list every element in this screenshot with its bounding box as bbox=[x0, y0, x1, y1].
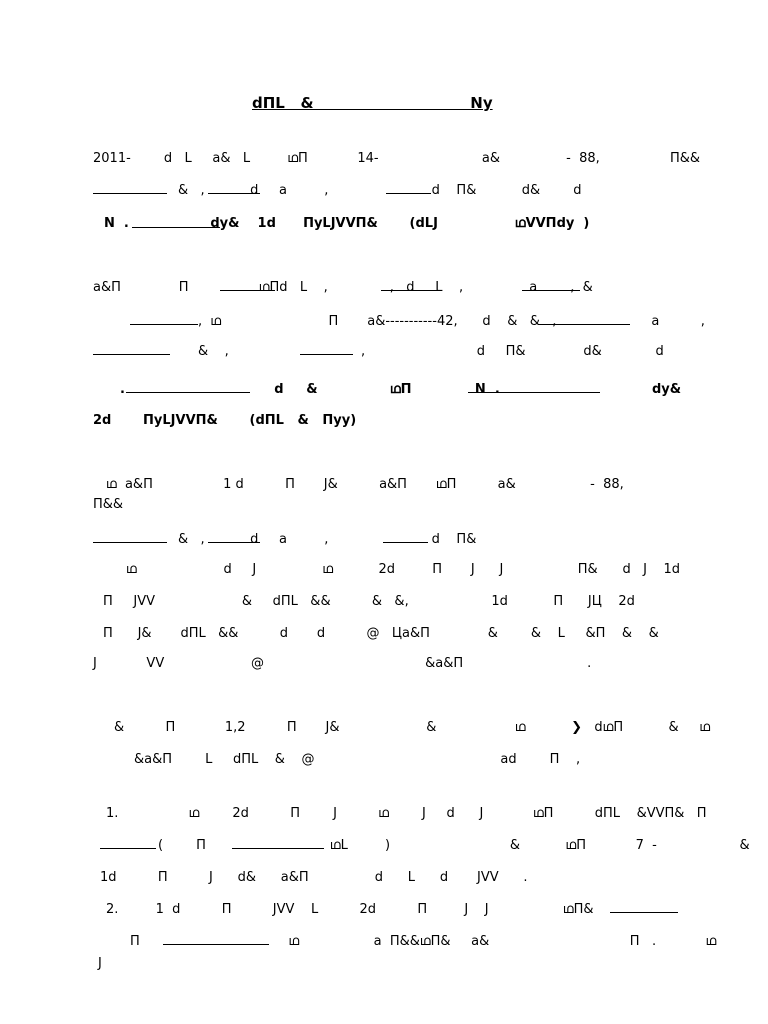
text-line: a&П П ഥПd L , , d L , a , & bbox=[93, 280, 593, 295]
text-line: ഥ a&П 1 d П J& a&П ഥП a& - 88, bbox=[106, 477, 624, 492]
text-line: J bbox=[98, 956, 102, 971]
blank-line bbox=[130, 312, 198, 325]
blank-line bbox=[93, 342, 170, 355]
text-line: ( П ഥL ) & ഥП 7 - & bbox=[158, 838, 750, 853]
list-item: 1. ഥ 2d П J ഥ J d J ഥП dПL &VVП& П bbox=[106, 806, 707, 821]
blank-line bbox=[93, 530, 167, 543]
text-line: П ഥ a П&&ഥП& a& П . ഥ bbox=[130, 934, 717, 949]
blank-line bbox=[93, 181, 167, 194]
text-line: . d & ഥП N . bbox=[120, 382, 500, 397]
text-line: П&& bbox=[93, 497, 124, 512]
text-line: N . dy& 1d ПyLJVVП& (dLJ ഥVVПdy ) bbox=[104, 216, 590, 231]
text-line: 2011- d L a& L ഥП 14- a& - 88, П&& bbox=[93, 151, 701, 166]
text-line: ഥ d J ഥ 2d П J J П& d J 1d bbox=[126, 562, 680, 577]
text-line: , ഥ П a&-----------42, d & & , a , bbox=[198, 314, 705, 329]
blank-line bbox=[610, 900, 678, 913]
text-line: J VV @ &a&П . bbox=[93, 656, 592, 671]
page-title: dПL & Ny bbox=[252, 94, 493, 112]
text-line: & , , d П& d& d bbox=[198, 344, 664, 359]
text-line: П J& dПL && d d @ Цa&П & & L &П & & bbox=[103, 626, 659, 641]
text-line: & , d a , d П& d& d bbox=[178, 183, 582, 198]
text-line: &a&П L dПL & @ ad П , bbox=[134, 752, 581, 767]
text-line: dy& bbox=[652, 382, 682, 397]
text-line: 2d ПyLJVVП& (dПL & Пyy) bbox=[93, 413, 357, 428]
list-item: 2. 1 d П JVV L 2d П J J ഥП& bbox=[106, 902, 594, 917]
text-line: & , d a , d П& bbox=[178, 532, 477, 547]
blank-line bbox=[100, 836, 156, 849]
text-line: П JVV & dПL && & &, 1d П JЦ 2d bbox=[103, 594, 635, 609]
text-line: & П 1,2 П J& & ഥ ❯ dഥП & ഥ bbox=[114, 720, 711, 735]
text-line: 1d П J d& a&П d L d JVV . bbox=[100, 870, 528, 885]
